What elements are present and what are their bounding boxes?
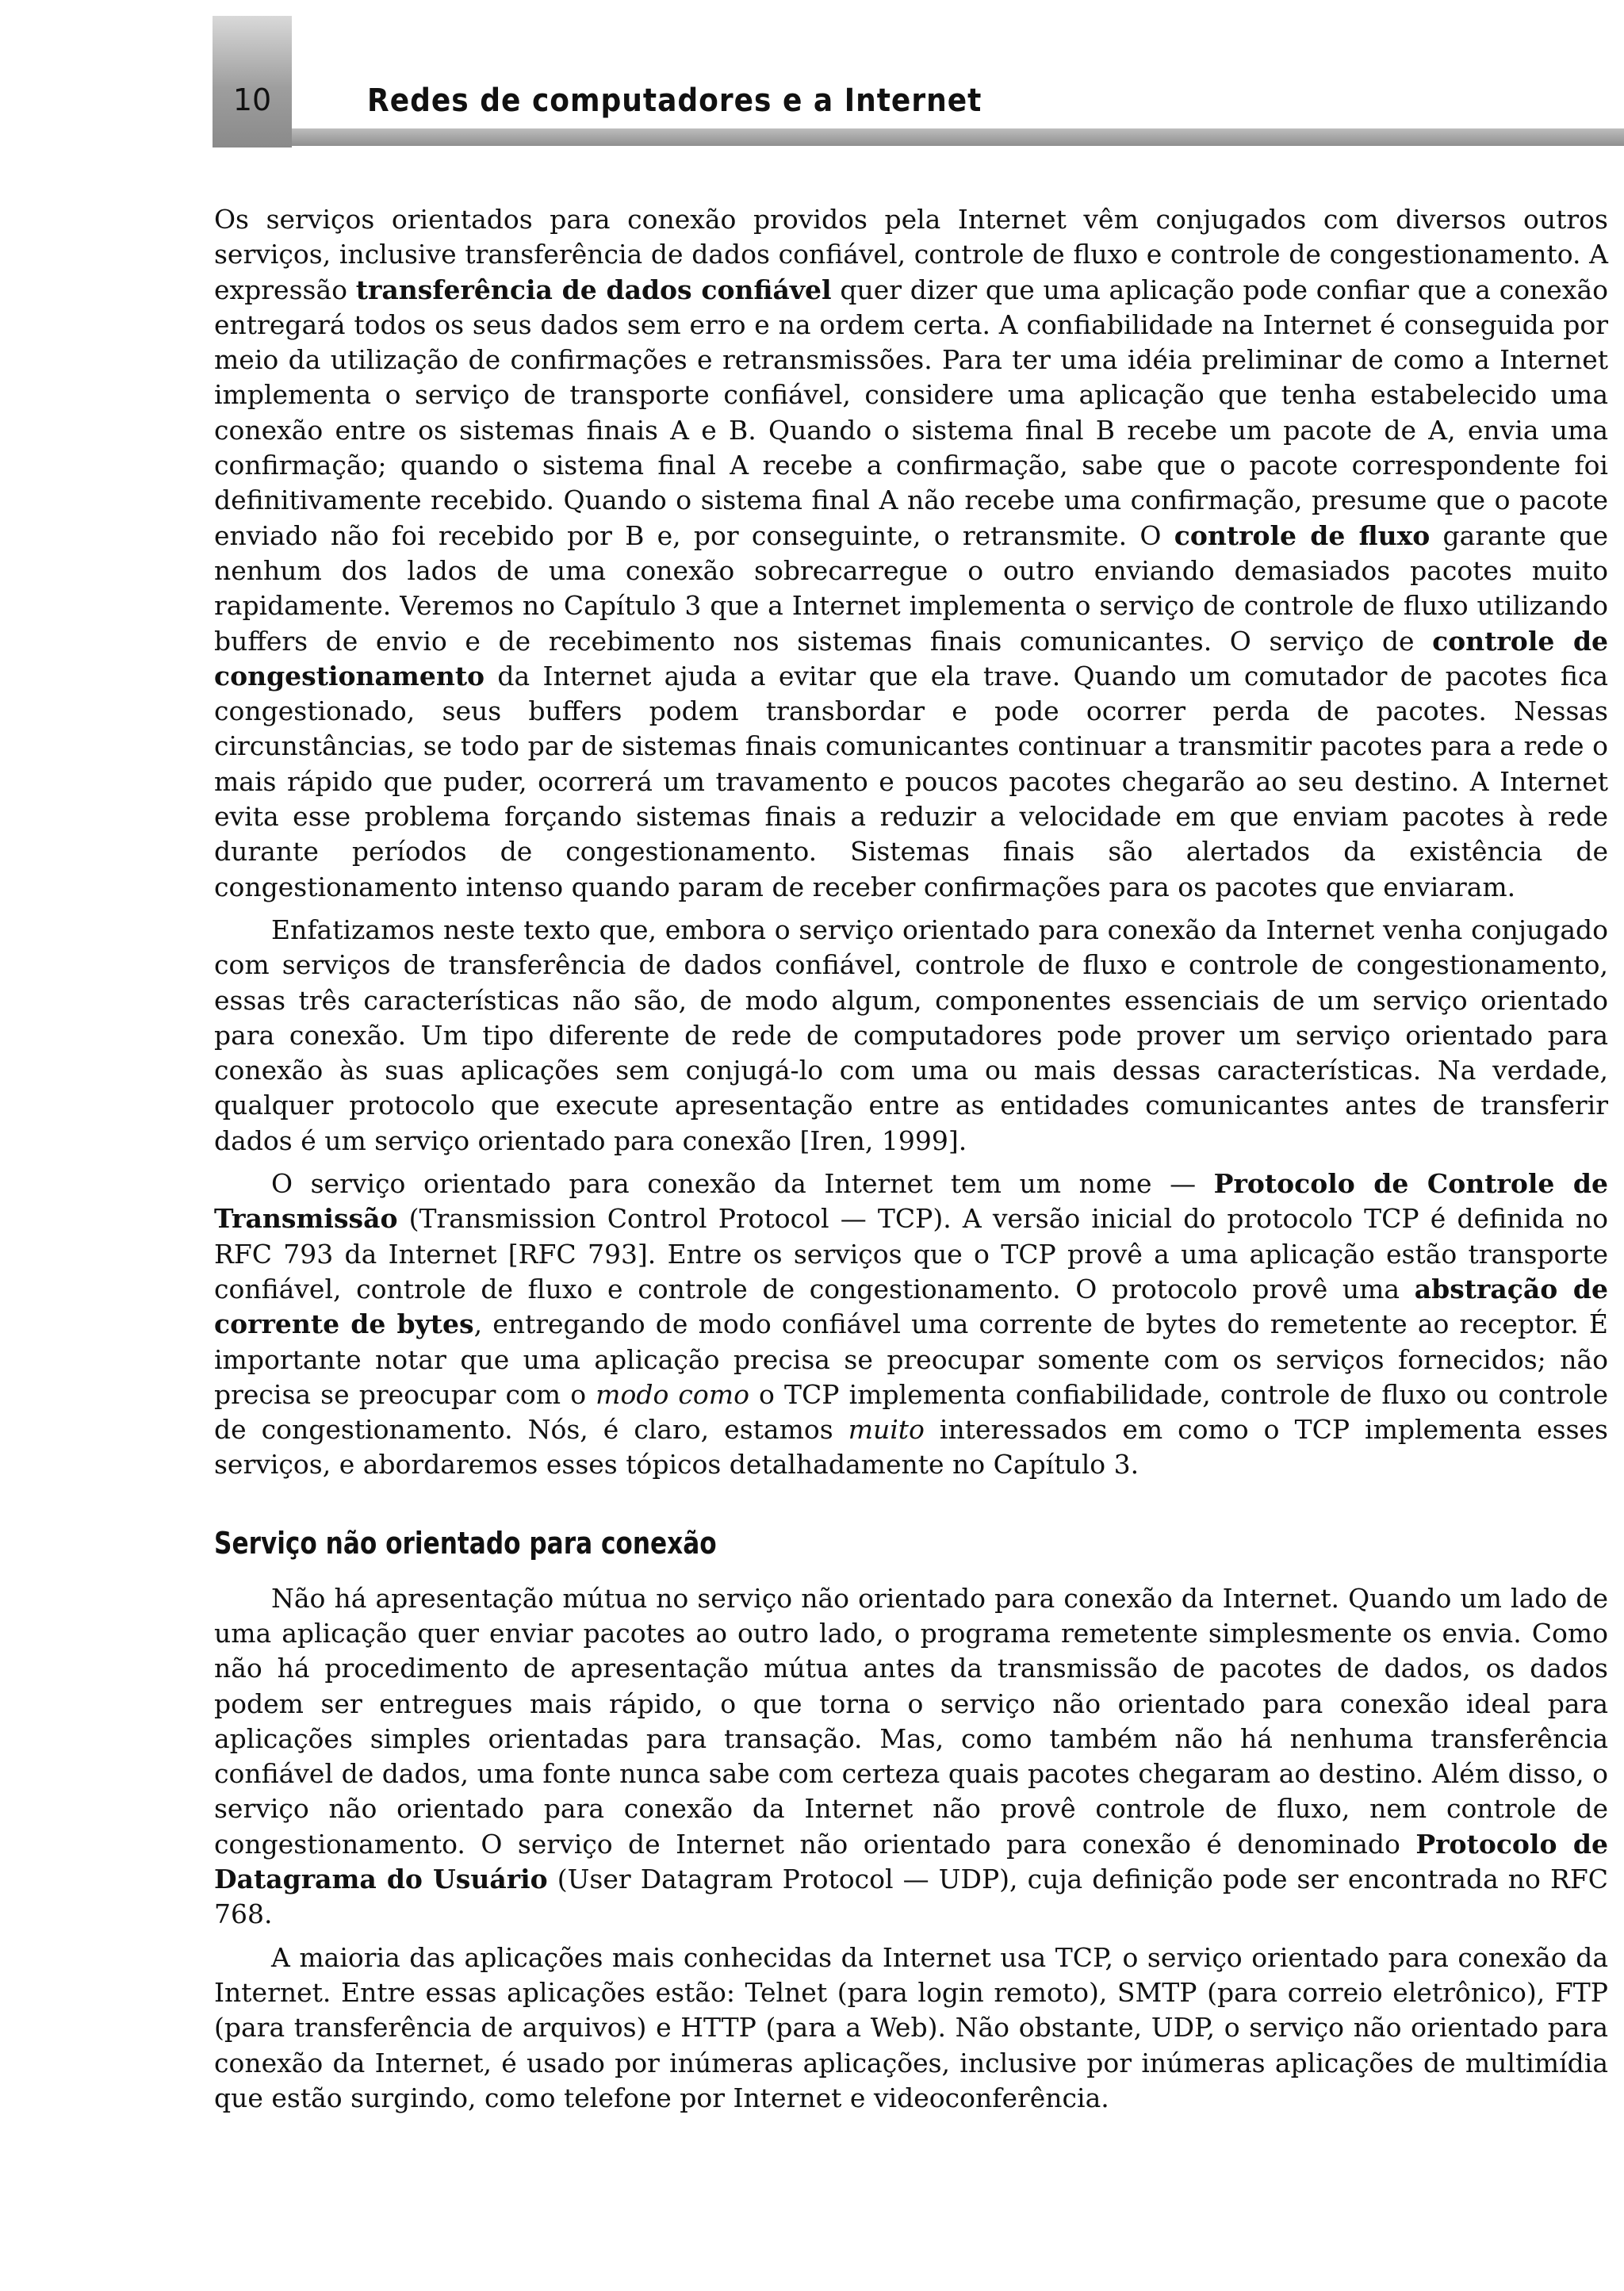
term-reliable-transfer: transferência de dados confiável — [355, 274, 832, 305]
page-number-badge — [213, 16, 292, 147]
page-number: 10 — [232, 82, 272, 117]
header-rule — [292, 128, 1624, 146]
paragraph-emphasis: Enfatizamos neste texto que, embora o serviço orientado para conexão da Internet venha conjugado com serviços de transferência de dados confiável, controle de fluxo e controle de congestionamento, essas três características não são, de modo algum, componentes essenciais de um serviço orientado para conexão. Um tipo diferente de rede de computadores pode prover um serviço orientado para conexão às suas aplicações sem conjugá-lo com uma ou mais dessas características. Na verdade, qualquer protocolo que execute apresentação entre as entidades comunicantes antes de transferir dados é um serviço orientado para conexão [Iren, 1999]. — [214, 914, 1608, 1156]
page-header — [213, 0, 1624, 147]
paragraph-applications: A maioria das aplicações mais conhecidas da Internet usa TCP, o serviço orientado para conexão da Internet. Entre essas aplicações estão: Telnet (para login remoto), SMTP (para correio eletrônico), FTP (para transferência de arquivos) e HTTP (para a Web). Não obstante, UDP, o serviço não orientado para conexão da Internet, é usado por inúmeras aplicações, inclusive por inúmeras aplicações de multimídia que estão surgindo, como telefone por Internet e videoconferência. — [214, 1941, 1608, 2113]
running-title: Redes de computadores e a Internet — [367, 82, 982, 119]
term-congestion-control: controle de congestionamento — [214, 625, 1609, 692]
section-heading: Serviço não orientado para conexão — [214, 1525, 717, 1561]
paragraph-connection-oriented-services: Os serviços orientados para conexão providos pela Internet vêm conjugados com diversos outros serviços, inclusive transferência de dados confiável, controle de fluxo e controle de congestionamento. A expressão transferência de dados confiável quer dizer que uma aplicação pode confiar que a conexão entregará todos os seus dados sem erro e na ordem certa. A confiabilidade na Internet é conseguida por meio da utilização de confirmações e retransmissões. Para ter uma idéia preliminar de como a Internet implementa o serviço de transporte confiável, considere uma aplicação que tenha estabelecido uma conexão entre os sistemas finais A e B. Quando o sistema final B recebe um pacote de A, envia uma confirmação; quando o sistema final A recebe a confirmação, sabe que o pacote correspondente foi definitivamente recebido. Quando o sistema final A não recebe uma confirmação, presume que o pacote enviado não foi recebido por B e, por conseguinte, o retransmite. O controle de fluxo garante que nenhum dos lados de uma conexão sobrecarregue o outro enviando demasiados pacotes muito rapidamente. Veremos no Capítulo 3 que a Internet implementa o serviço de controle de fluxo utilizando buffers de envio e de recebimento nos sistemas finais comunicantes. O serviço de controle de congestionamento da Internet ajuda a evitar que ela trave. Quando um comutador de pacotes fica congestionado, seus buffers podem transbordar e pode ocorrer perda de pacotes. Nessas circunstâncias, se todo par de sistemas finais comunicantes continuar a transmitir pacotes para a rede o mais rápido que puder, ocorrerá um travamento e poucos pacotes chegarão ao seu destino. A Internet evita esse problema forçando sistemas finais a reduzir a velocidade em que enviam pacotes à rede durante períodos de congestionamento. Sistemas finais são alertados da existência de congestionamento intenso quando param de receber confirmações para os pacotes que enviaram. — [214, 204, 1609, 902]
term-tcp: Protocolo de Controle de Transmissão — [214, 1168, 1608, 1235]
emphasis-muito: muito — [848, 1414, 925, 1446]
page-body — [214, 202, 1608, 2124]
term-byte-stream: abstração de corrente de bytes — [214, 1273, 1608, 1340]
term-udp: Protocolo de Datagrama do Usuário — [214, 1828, 1608, 1895]
term-flow-control: controle de fluxo — [1174, 519, 1431, 551]
paragraph-tcp: O serviço orientado para conexão da Internet tem um nome — Protocolo de Controle de Transmissão (Transmission Control Protocol — TCP). A versão inicial do protocolo TCP é definida no RFC 793 da Internet [RFC 793]. Entre os serviços que o TCP provê a uma aplicação estão transporte confiável, controle de fluxo e controle de congestionamento. O protocolo provê uma abstração de corrente de bytes, entregando de modo confiável uma corrente de bytes do remetente ao receptor. É importante notar que uma aplicação precisa se preocupar somente com os serviços fornecidos; não precisa se preocupar com o modo como o TCP implementa confiabilidade, controle de fluxo ou controle de congestionamento. Nós, é claro, estamos muito interessados em como o TCP implementa esses serviços, e abordaremos esses tópicos detalhadamente no Capítulo 3. — [214, 1168, 1608, 1481]
emphasis-modo-como: modo como — [596, 1378, 749, 1410]
paragraph-connectionless: Não há apresentação mútua no serviço não orientado para conexão da Internet. Quando um lado de uma aplicação quer enviar pacotes ao outro lado, o programa remetente simplesmente os envia. Como não há procedimento de apresentação mútua antes da transmissão de pacotes de dados, os dados podem ser entregues mais rápido, o que torna o serviço não orientado para conexão ideal para aplicações simples orientadas para transação. Mas, como também não há nenhuma transferência confiável de dados, uma fonte nunca sabe com certeza quais pacotes chegaram ao destino. Além disso, o serviço não orientado para conexão da Internet não provê controle de fluxo, nem controle de congestionamento. O serviço de Internet não orientado para conexão é denominado Protocolo de Datagrama do Usuário (User Datagram Protocol — UDP), cuja definição pode ser encontrada no RFC 768. — [214, 1582, 1608, 1930]
